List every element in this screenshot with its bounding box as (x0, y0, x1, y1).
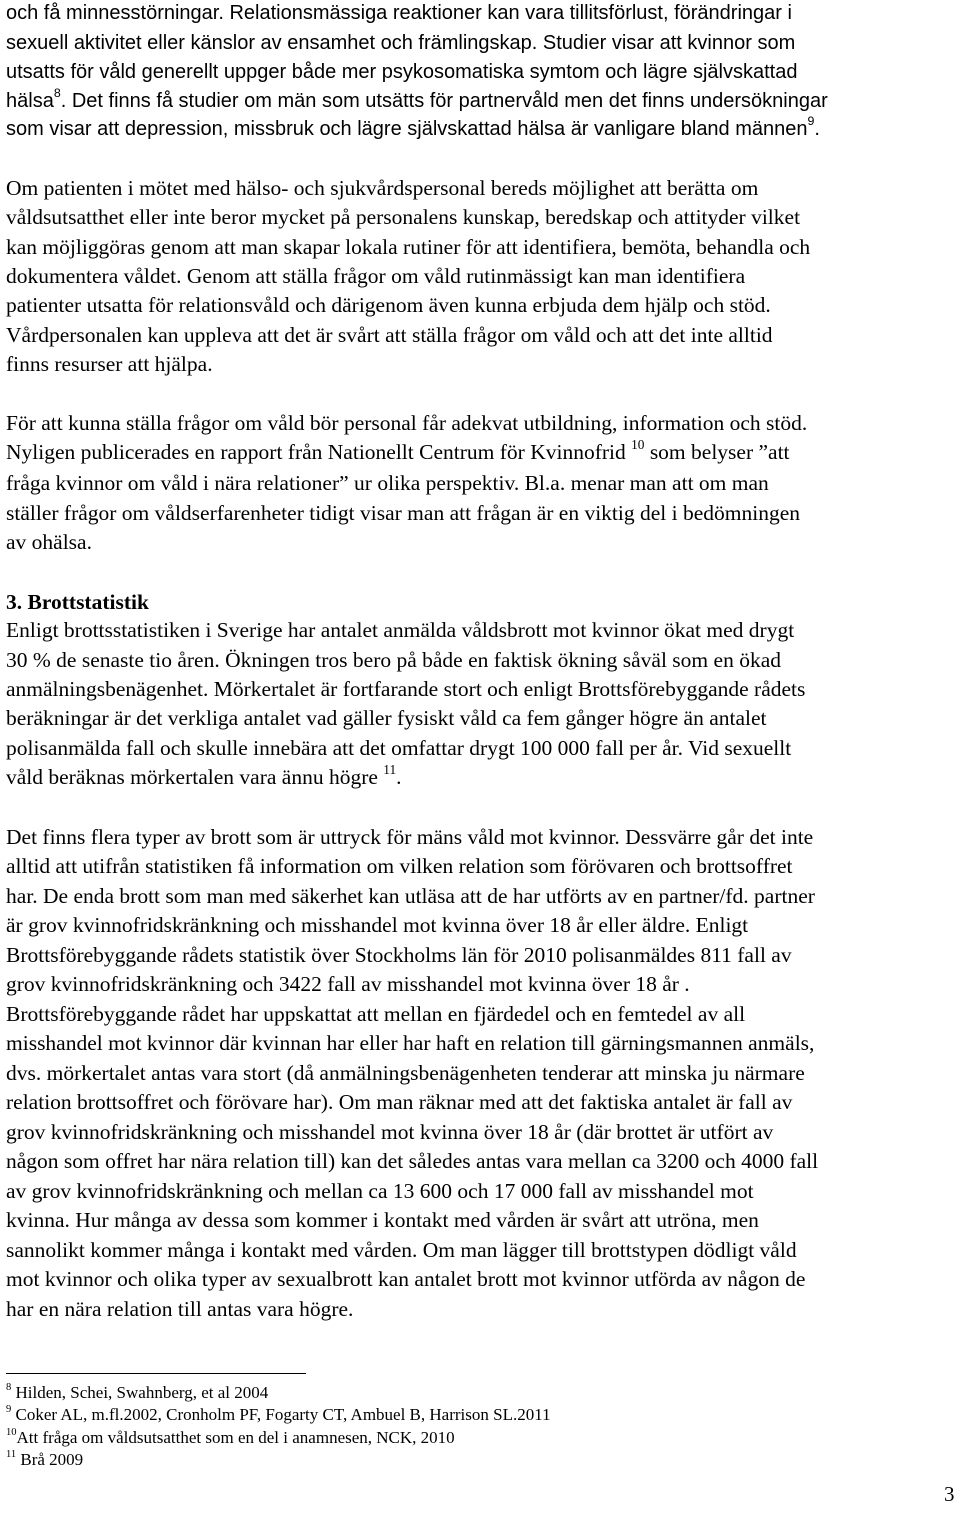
text-line: beräkningar är det verkliga antalet vad gäller fysiskt våld ca fem gånger högre än antalet (6, 706, 767, 730)
text-line: finns resurser att hjälpa. (6, 352, 213, 376)
footnote-divider (6, 1373, 306, 1374)
footnote-text: Att fråga om våldsutsatthet som en del i anamnesen, NCK, 2010 (16, 1428, 455, 1447)
footnote-ref: 10 (631, 436, 645, 452)
text-span: . Det finns få studier om män som utsätts för partnervåld men det finns undersökningar (60, 90, 828, 112)
page-number: 3 (944, 1482, 955, 1506)
text-line: Brottsförebyggande rådet har uppskattat att mellan en fjärdedel och en femtedel av all (6, 1002, 746, 1026)
text-span: . (814, 118, 820, 140)
text-line: av ohälsa. (6, 530, 92, 554)
text-line (6, 114, 820, 141)
text-line: Enligt brottsstatistiken i Sverige har antalet anmälda våldsbrott mot kvinnor ökat med drygt (6, 618, 795, 642)
footnote-number: 9 (6, 1403, 12, 1415)
footnote-text: Hilden, Schei, Swahnberg, et al 2004 (11, 1383, 269, 1402)
text-line: sexuell aktivitet eller känslor av ensamhet och främlingskap. Studier visar att kvinnor som (6, 32, 796, 54)
text-line (6, 436, 790, 465)
text-line: dvs. mörkertalet antas vara stort (då anmälningsbenägenheten tenderar att minska ju närmare (6, 1061, 805, 1085)
text-line: relation brottsoffret och förövare har). Om man räknar med att det faktiska antalet är fall av (6, 1090, 793, 1114)
text-line: kan möjliggöras genom att man skapar lokala rutiner för att identifiera, bemöta, behandla och (6, 235, 811, 259)
text-line (6, 86, 828, 113)
text-line: Om patienten i mötet med hälso- och sjukvårdspersonal bereds möjlighet att berätta om (6, 176, 759, 200)
text-span: som belyser ”att (644, 440, 790, 464)
text-line: är grov kvinnofridskränkning och misshandel mot kvinna över 18 år eller äldre. Enligt (6, 913, 749, 937)
text-line: 30 % de senaste tio åren. Ökningen tros bero på både en faktisk ökning såväl som en ökad (6, 648, 781, 672)
text-span: . (396, 765, 402, 789)
text-line: kvinna. Hur många av dessa som kommer i kontakt med vården är svårt att utröna, men (6, 1208, 759, 1232)
text-span: som visar att depression, missbruk och lägre självskattad hälsa är vanligare bland männen (6, 118, 808, 140)
text-line: och få minnesstörningar. Relationsmässiga reaktioner kan vara tillitsförlust, förändringar i (6, 2, 792, 24)
footnote-number: 11 (6, 1448, 17, 1460)
text-line: grov kvinnofridskränkning och 3422 fall av misshandel mot kvinna över 18 år . (6, 972, 690, 996)
section-heading: 3. Brottstatistik (6, 590, 149, 614)
text-line: har en nära relation till antas vara högre. (6, 1297, 354, 1321)
text-line: ställer frågor om våldserfarenheter tidigt visar man att frågan är en viktig del i bedömningen (6, 501, 801, 525)
text-span: hälsa (6, 90, 54, 112)
text-line: Brottsförebyggande rådets statistik över Stockholms län för 2010 polisanmäldes 811 fall av (6, 943, 792, 967)
footnote-ref: 8 (53, 86, 61, 101)
text-span: Nyligen publicerades en rapport från Nationellt Centrum för Kvinnofrid (6, 440, 632, 464)
text-line: fråga kvinnor om våld i nära relationer” ur olika perspektiv. Bl.a. menar man att om man (6, 471, 769, 495)
footnote (6, 1428, 455, 1448)
footnote-number: 8 (6, 1381, 12, 1393)
text-line: polisanmälda fall och skulle innebära att det omfattar drygt 100 000 fall per år. Vid sexuellt (6, 736, 792, 760)
text-line: sannolikt kommer många i kontakt med vården. Om man lägger till brottstypen dödligt våld (6, 1238, 797, 1262)
text-line: Det finns flera typer av brott som är uttryck för mäns våld mot kvinnor. Dessvärre går det inte (6, 825, 814, 849)
footnote-ref: 11 (383, 761, 397, 777)
footnote (6, 1383, 268, 1403)
text-line: misshandel mot kvinnor där kvinnan har eller har haft en relation till gärningsmannen anmäls, (6, 1031, 815, 1055)
footnote-text: Brå 2009 (16, 1450, 84, 1469)
footnote-number: 10 (6, 1426, 17, 1438)
text-line: anmälningsbenägenhet. Mörkertalet är fortfarande stort och enligt Brottsförebyggande rådets (6, 677, 806, 701)
footnote (6, 1450, 83, 1470)
text-line: dokumentera våldet. Genom att ställa frågor om våld rutinmässigt kan man identifiera (6, 264, 746, 288)
text-line: För att kunna ställa frågor om våld bör personal får adekvat utbildning, information och stöd. (6, 411, 808, 435)
footnote-text: Coker AL, m.fl.2002, Cronholm PF, Fogarty CT, Ambuel B, Harrison SL.2011 (11, 1405, 551, 1424)
text-line: mot kvinnor och olika typer av sexualbrott kan antalet brott mot kvinnor utförda av någon de (6, 1267, 806, 1291)
text-line: våldsutsatthet eller inte beror mycket på personalens kunskap, beredskap och attityder vilket (6, 205, 801, 229)
text-span: våld beräknas mörkertalen vara ännu högre (6, 765, 384, 789)
text-line: grov kvinnofridskränkning och misshandel mot kvinna över 18 år (där brottet är utfört av (6, 1120, 774, 1144)
text-line: alltid att utifrån statistiken få information om vilken relation som förövaren och brottsoffret (6, 854, 793, 878)
text-line: utsatts för våld generellt uppger både mer psykosomatiska symtom och lägre självskattad (6, 61, 798, 83)
footnote-ref: 9 (807, 114, 815, 129)
text-line: av grov kvinnofridskränkning och mellan ca 13 600 och 17 000 fall av misshandel mot (6, 1179, 754, 1203)
text-line: någon som offret har nära relation till) kan det således antas vara mellan ca 3200 och 4000 fall (6, 1149, 819, 1173)
footnote (6, 1405, 551, 1425)
text-line: patienter utsatta för relationsvåld och därigenom även kunna erbjuda dem hjälp och stöd. (6, 293, 771, 317)
text-line: har. De enda brott som man med säkerhet kan utläsa att de har utförts av en partner/fd. partner (6, 884, 815, 908)
text-line: Vårdpersonalen kan uppleva att det är svårt att ställa frågor om våld och att det inte alltid (6, 323, 773, 347)
text-line (6, 761, 402, 790)
